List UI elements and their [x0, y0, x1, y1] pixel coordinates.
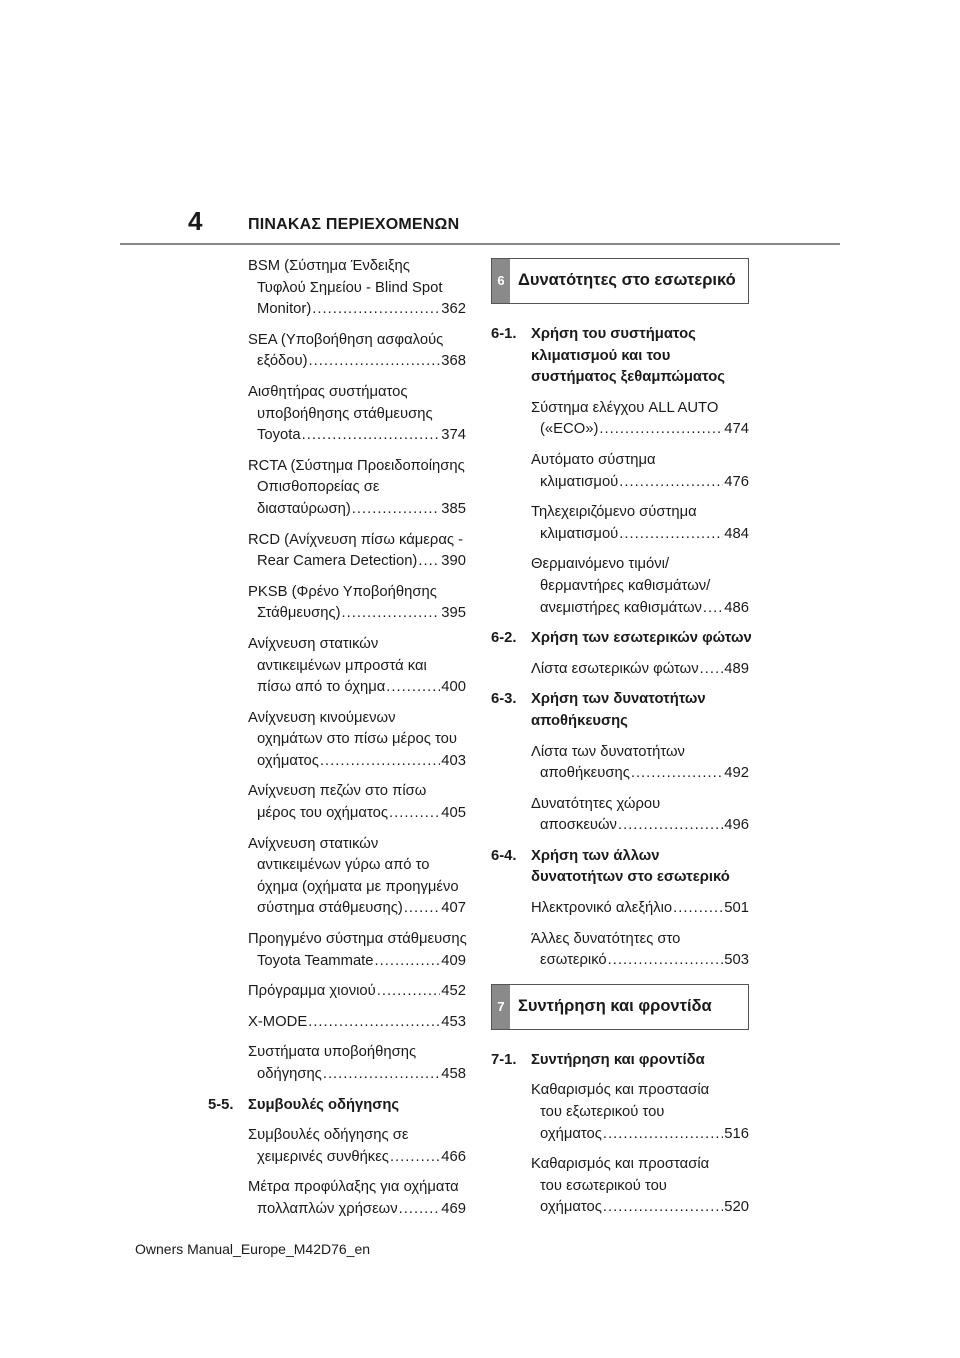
- toc-entry-text: Monitor): [257, 301, 312, 318]
- toc-entry[interactable]: [491, 554, 749, 619]
- toc-entry-text: οχήματος: [540, 1199, 602, 1216]
- toc-entry[interactable]: [208, 456, 466, 521]
- toc-entry-text: σύστημα στάθμευσης): [257, 900, 403, 917]
- page-reference[interactable]: 501: [724, 900, 749, 917]
- toc-entry[interactable]: [491, 898, 749, 920]
- section-number: 5-5.: [208, 1096, 234, 1113]
- footer-text: Owners Manual_Europe_M42D76_en: [135, 1241, 371, 1257]
- toc-entry-text: Στάθμευσης): [257, 605, 341, 622]
- toc-entry-text: του εσωτερικού του: [540, 1177, 667, 1194]
- dot-leader: [603, 1124, 723, 1146]
- dot-leader: [404, 898, 440, 920]
- toc-entry[interactable]: [208, 256, 466, 321]
- dot-leader: [418, 551, 440, 573]
- toc-entry-text: Πρόγραμμα χιονιού: [248, 983, 376, 1000]
- dot-leader: [312, 299, 440, 321]
- toc-entry-text: μέρος του οχήματος: [257, 805, 388, 822]
- section-number: 7-1.: [491, 1051, 517, 1068]
- section-title: Συντήρηση και φροντίδα: [531, 1051, 705, 1068]
- section-title: Χρήση των άλλων: [531, 847, 660, 864]
- section-title: συστήματος ξεθαμπώματος: [531, 369, 725, 386]
- toc-entry-group: [491, 742, 749, 837]
- page-reference[interactable]: 503: [724, 952, 749, 969]
- toc-entry[interactable]: [491, 659, 749, 681]
- chapter-title: Δυνατότητες στο εσωτερικό: [518, 271, 736, 290]
- page-reference[interactable]: 520: [724, 1199, 749, 1216]
- dot-leader: [631, 763, 723, 785]
- dot-leader: [390, 1147, 440, 1169]
- toc-entry-text: Τυφλού Σημείου - Blind Spot: [257, 279, 443, 296]
- section-number: 6-1.: [491, 326, 517, 342]
- toc-entry-text: οχήματος: [257, 752, 319, 769]
- dot-leader: [703, 598, 723, 620]
- page-reference[interactable]: 489: [724, 660, 749, 677]
- toc-entry-text: Ανίχνευση στατικών: [248, 835, 379, 852]
- toc-entry[interactable]: [208, 1012, 466, 1034]
- toc-entry[interactable]: [208, 634, 466, 699]
- toc-entry[interactable]: [208, 582, 466, 625]
- page-reference[interactable]: 484: [724, 525, 749, 542]
- dot-leader: [603, 1197, 723, 1219]
- toc-right-column: [491, 256, 752, 1228]
- toc-entry-text: Θερμαινόμενο τιμόνι/: [531, 556, 670, 573]
- toc-entry-group: [491, 659, 749, 681]
- toc-entry-final-line: [208, 551, 466, 573]
- dot-leader: [302, 425, 441, 447]
- toc-section-6-4[interactable]: [491, 846, 749, 889]
- toc-entry-final-line: [208, 425, 466, 447]
- toc-entry-final-line: [491, 472, 749, 494]
- page-reference[interactable]: 362: [441, 301, 466, 318]
- page-reference[interactable]: 516: [724, 1125, 749, 1142]
- toc-entry-text: αντικειμένων γύρω από το: [257, 857, 430, 874]
- dot-leader: [375, 951, 441, 973]
- section-title: κλιματισμού και του: [531, 347, 671, 364]
- dot-leader: [673, 898, 723, 920]
- dot-leader: [599, 419, 723, 441]
- toc-entry-text: RCD (Ανίχνευση πίσω κάμερας -: [248, 531, 464, 548]
- toc-section-7-1[interactable]: [491, 1050, 749, 1072]
- toc-entry-text: Toyota Teammate: [257, 952, 374, 969]
- section-title: δυνατοτήτων στο εσωτερικό: [531, 869, 730, 886]
- toc-entry-text: θερμαντήρες καθισμάτων/: [540, 577, 711, 594]
- toc-entry-text: («ECO»): [540, 421, 599, 438]
- toc-entry[interactable]: [208, 929, 466, 972]
- section-title: αποθήκευσης: [531, 712, 628, 729]
- toc-entry[interactable]: [208, 330, 466, 373]
- toc-entry-text: οδήγησης: [257, 1066, 322, 1082]
- toc-entry[interactable]: [208, 981, 466, 1003]
- toc-entry-text: Αισθητήρας συστήματος: [248, 383, 408, 400]
- dot-leader: [386, 677, 440, 699]
- toc-entry-text: Συστήματα υποβοήθησης: [248, 1044, 417, 1061]
- toc-entry-text: Συμβουλές οδήγησης σε: [248, 1127, 409, 1144]
- chapter-tab-6[interactable]: [491, 258, 749, 304]
- toc-entry-text: πίσω από το όχημα: [257, 679, 386, 696]
- toc-entry-final-line: [208, 898, 466, 920]
- toc-left-column: [208, 256, 466, 1230]
- chapter-tab-7[interactable]: [491, 984, 749, 1030]
- toc-entry-final-line: [491, 598, 749, 620]
- page-reference[interactable]: 400: [441, 679, 466, 696]
- toc-entry-text: Λίστα των δυνατοτήτων: [531, 743, 685, 760]
- dot-leader: [399, 1199, 441, 1221]
- toc-section-6-1[interactable]: [491, 324, 749, 389]
- toc-entry[interactable]: [208, 530, 466, 573]
- page-reference[interactable]: 395: [441, 605, 466, 622]
- toc-entry-text: αποσκευών: [540, 817, 617, 834]
- toc-entry-text: οχήματος: [540, 1125, 602, 1142]
- toc-entry-final-line: [491, 524, 749, 546]
- toc-entry-text: Toyota: [257, 427, 301, 444]
- toc-entry[interactable]: [491, 1154, 749, 1219]
- toc-entry-text: Προηγμένο σύστημα στάθμευσης: [248, 931, 467, 948]
- toc-entry-text: Ανίχνευση κινούμενων: [248, 709, 396, 726]
- toc-entry-final-line: [491, 898, 749, 920]
- page-reference[interactable]: 492: [724, 765, 749, 782]
- section-title: Χρήση των δυνατοτήτων: [531, 691, 706, 708]
- toc-entry[interactable]: [208, 781, 466, 824]
- toc-entry-text: PKSB (Φρένο Υποβοήθησης: [248, 583, 437, 600]
- toc-entry-text: οχημάτων στο πίσω μέρος του: [257, 731, 457, 748]
- toc-entry-text: Σύστημα ελέγχου ALL AUTO: [531, 399, 719, 416]
- section-number: 6-4.: [491, 847, 517, 864]
- dot-leader: [308, 1012, 440, 1034]
- page-reference[interactable]: 403: [441, 752, 466, 769]
- toc-entry[interactable]: [491, 742, 749, 785]
- toc-entry[interactable]: [491, 1080, 749, 1145]
- toc-entry-group: [208, 1125, 466, 1220]
- toc-entry-group: [208, 256, 466, 1086]
- page-number: 4: [188, 206, 203, 236]
- dot-leader: [309, 351, 441, 373]
- toc-entry-final-line: [491, 419, 749, 441]
- toc-entry-final-line: [208, 677, 466, 699]
- toc-entry[interactable]: [208, 1042, 466, 1085]
- toc-entry-final-line: [208, 499, 466, 521]
- page-reference[interactable]: 385: [441, 500, 466, 517]
- page-reference[interactable]: 458: [441, 1066, 466, 1082]
- toc-entry-final-line: [208, 951, 466, 973]
- dot-leader: [619, 472, 723, 494]
- toc-entry-final-line: [208, 1064, 466, 1086]
- dot-leader: [320, 751, 440, 773]
- dot-leader: [619, 524, 723, 546]
- section-title: Χρήση του συστήματος: [531, 326, 696, 342]
- toc-entry-final-line: [208, 1012, 466, 1034]
- toc-entry[interactable]: [491, 929, 749, 972]
- page-reference[interactable]: 466: [441, 1148, 466, 1165]
- toc-entry-text: Rear Camera Detection): [257, 553, 418, 570]
- toc-entry[interactable]: [208, 1177, 466, 1220]
- toc-entry-final-line: [208, 1199, 466, 1221]
- toc-entry-text: Καθαρισμός και προστασία: [531, 1156, 710, 1173]
- toc-entry-text: X-MODE: [248, 1013, 308, 1030]
- toc-entry-text: χειμερινές συνθήκες: [257, 1148, 389, 1165]
- toc-entry[interactable]: [491, 398, 749, 441]
- page-reference[interactable]: 368: [441, 353, 466, 370]
- toc-entry-text: υποβοήθησης στάθμευσης: [257, 405, 433, 422]
- toc-entry-text: Δυνατότητες χώρου: [531, 795, 661, 812]
- page-reference[interactable]: 390: [441, 553, 466, 570]
- dot-leader: [342, 603, 441, 625]
- header-divider: [120, 243, 840, 245]
- dot-leader: [618, 815, 723, 837]
- toc-entry-final-line: [208, 751, 466, 773]
- toc-entry-final-line: [491, 659, 749, 681]
- toc-entry-text: Καθαρισμός και προστασία: [531, 1082, 710, 1099]
- page-reference[interactable]: 496: [724, 817, 749, 834]
- section-title: Χρήση των εσωτερικών φώτων: [531, 630, 752, 647]
- chapter-number: 7: [492, 985, 510, 1029]
- toc-entry-text: Τηλεχειριζόμενο σύστημα: [531, 504, 697, 521]
- toc-entry-text: διασταύρωση): [257, 500, 351, 517]
- dot-leader: [352, 499, 441, 521]
- toc-entry-text: BSM (Σύστημα Ένδειξης: [248, 258, 410, 274]
- toc-entry[interactable]: [208, 382, 466, 447]
- toc-entry-text: SEA (Υποβοήθηση ασφαλούς: [248, 331, 444, 348]
- toc-entry-final-line: [208, 981, 466, 1003]
- toc-entry-text: κλιματισμού: [540, 473, 619, 490]
- toc-entry-final-line: [491, 815, 749, 837]
- toc-entry-text: αποθήκευσης: [540, 765, 630, 782]
- page-reference[interactable]: 374: [441, 427, 466, 444]
- toc-entry-group: [491, 398, 749, 619]
- toc-entry-group: [491, 898, 749, 972]
- page-title: ΠΙΝΑΚΑΣ ΠΕΡΙΕΧΟΜΕΝΩΝ: [248, 216, 460, 233]
- toc-section-5-5[interactable]: [208, 1095, 466, 1117]
- toc-entry-text: Μέτρα προφύλαξης για οχήματα: [248, 1179, 459, 1196]
- section-title: Συμβουλές οδήγησης: [248, 1096, 400, 1113]
- toc-entry-text: ανεμιστήρες καθισμάτων: [540, 599, 702, 616]
- toc-entry-final-line: [491, 950, 749, 972]
- toc-section-6-3[interactable]: [491, 689, 749, 732]
- page-reference[interactable]: 469: [441, 1200, 466, 1217]
- toc-entry-text: Οπισθοπορείας σε: [257, 479, 380, 496]
- toc-entry-final-line: [491, 763, 749, 785]
- toc-entry[interactable]: [208, 834, 466, 920]
- page-reference[interactable]: 486: [724, 599, 749, 616]
- toc-entry-text: Ανίχνευση πεζών στο πίσω: [248, 783, 427, 800]
- toc-entry-text: του εξωτερικού του: [540, 1104, 665, 1121]
- toc-entry-text: κλιματισμού: [540, 525, 619, 542]
- toc-entry-group: [491, 1080, 749, 1219]
- toc-entry-final-line: [208, 299, 466, 321]
- toc-entry-text: RCTA (Σύστημα Προειδοποίησης: [248, 457, 465, 474]
- toc-section-6-2[interactable]: [491, 628, 752, 650]
- page-reference[interactable]: 405: [441, 805, 466, 822]
- toc-entry-text: εσωτερικό: [540, 952, 607, 969]
- chapter-number: 6: [492, 259, 510, 303]
- toc-entry-text: πολλαπλών χρήσεων: [257, 1200, 398, 1217]
- dot-leader: [389, 803, 440, 825]
- toc-entry-text: Ηλεκτρονικό αλεξήλιο: [531, 900, 673, 917]
- dot-leader: [377, 981, 441, 1003]
- toc-entry-final-line: [208, 351, 466, 373]
- toc-entry[interactable]: [491, 794, 749, 837]
- toc-entry[interactable]: [208, 1125, 466, 1168]
- toc-entry-final-line: [491, 1124, 749, 1146]
- chapter-title: Συντήρηση και φροντίδα: [518, 997, 712, 1016]
- toc-entry-text: αντικειμένων μπροστά και: [257, 657, 427, 674]
- toc-entry-text: Λίστα εσωτερικών φώτων: [531, 660, 699, 677]
- page-reference[interactable]: 476: [724, 473, 749, 490]
- dot-leader: [323, 1064, 440, 1086]
- toc-entry-final-line: [491, 1197, 749, 1219]
- toc-entry-text: Ανίχνευση στατικών: [248, 635, 379, 652]
- toc-entry[interactable]: [491, 502, 749, 545]
- toc-entry-final-line: [208, 603, 466, 625]
- section-number: 6-2.: [491, 630, 517, 647]
- toc-entry-text: Άλλες δυνατότητες στο: [531, 930, 681, 947]
- page-reference[interactable]: 452: [441, 983, 466, 1000]
- page-reference[interactable]: 409: [441, 952, 466, 969]
- section-number: 6-3.: [491, 691, 517, 708]
- dot-leader: [700, 659, 724, 681]
- toc-entry-final-line: [208, 1147, 466, 1169]
- toc-entry[interactable]: [491, 450, 749, 493]
- page-reference[interactable]: 453: [441, 1013, 466, 1030]
- page-reference[interactable]: 407: [441, 900, 466, 917]
- dot-leader: [608, 950, 724, 972]
- toc-entry-text: εξόδου): [257, 353, 308, 370]
- page-reference[interactable]: 474: [724, 421, 749, 438]
- toc-entry-final-line: [208, 803, 466, 825]
- toc-entry-text: όχημα (οχήματα με προηγμένο: [257, 878, 459, 895]
- toc-entry[interactable]: [208, 708, 466, 773]
- toc-entry-text: Αυτόματο σύστημα: [531, 451, 656, 468]
